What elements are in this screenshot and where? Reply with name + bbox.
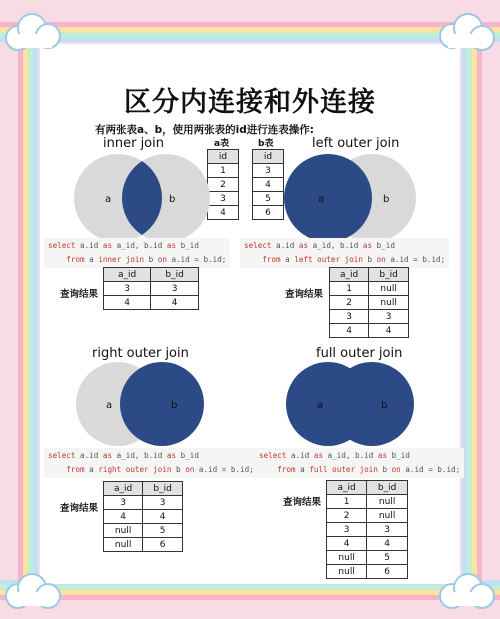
page-title: 区分内连接和外连接 [124, 87, 376, 118]
sql-keyword: as [313, 451, 324, 460]
sql-keyword: as [362, 241, 373, 250]
venn-circle-b [330, 362, 414, 446]
table-b-cell: 6 [253, 206, 284, 220]
right-result-table: a_id b_id 3 3 4 4 null 5 null 6 [103, 481, 183, 552]
right-join-venn [70, 360, 210, 460]
table-b-cell: 4 [253, 178, 284, 192]
table-a-cell: 3 [208, 192, 239, 206]
cloud-icon [0, 570, 70, 615]
sql-keyword: as [166, 451, 177, 460]
sql-keyword: as [102, 241, 113, 250]
right-result-label: 查询结果 [60, 503, 99, 514]
inner-result-label: 查询结果 [60, 289, 99, 300]
table-a [207, 149, 239, 220]
table-a-cell: 1 [208, 164, 239, 178]
inner-join-venn [70, 150, 210, 250]
sql-keyword: select [48, 241, 76, 250]
venn-label-a: a [106, 400, 113, 411]
inner-join-title: inner join [103, 136, 164, 151]
table-a-cell: 2 [208, 178, 239, 192]
subtitle: 有两张表a、b，使用两张表的id进行连表操作: [95, 124, 314, 136]
full-result-table: a_id b_id 1 null 2 null 3 3 4 4 null 5 null 6 [326, 480, 408, 579]
left-join-venn [280, 150, 420, 250]
table-b-cell: 3 [253, 164, 284, 178]
sql-keyword: as [377, 451, 388, 460]
full-result-label: 查询结果 [283, 497, 322, 508]
venn-label-b: b [171, 400, 178, 411]
table-b-caption: b表 [258, 139, 274, 149]
left-result-table: a_id b_id 1 null 2 null 3 3 4 4 [329, 267, 409, 338]
left-join-sql: select a.id as a_id, b.id as b_id from a left outer join b on a.id = b.id; [240, 238, 449, 268]
venn-label-b: b [169, 194, 176, 205]
table-a-caption: a表 [214, 139, 230, 149]
full-join-venn [280, 360, 420, 460]
venn-label-b: b [383, 194, 390, 205]
cloud-icon [430, 570, 500, 615]
inner-result-table: a_id b_id 3 3 4 4 [103, 267, 199, 310]
full-join-sql: select a.id as a_id, b.id as b_id from a full outer join b on a.id = b.id; [255, 448, 464, 478]
venn-label-a: a [318, 194, 325, 205]
venn-circle-b [120, 362, 204, 446]
sql-keyword: as [166, 241, 177, 250]
venn-circle-a [284, 154, 372, 242]
sql-keyword: as [298, 241, 309, 250]
sql-keyword: as [102, 451, 113, 460]
venn-label-a: a [105, 194, 112, 205]
cloud-icon [0, 10, 70, 55]
left-result-label: 查询结果 [285, 289, 324, 300]
sql-keyword: from [66, 255, 85, 264]
table-b-cell: 5 [253, 192, 284, 206]
cloud-icon [430, 10, 500, 55]
right-join-title: right outer join [92, 346, 189, 361]
left-join-title: left outer join [312, 136, 400, 151]
inner-join-sql: select a.id as a_id, b.id as b_id from a inner join b on a.id = b.id; [44, 238, 230, 268]
table-a-cell: 4 [208, 206, 239, 220]
sql-join-keyword: inner join [98, 255, 145, 264]
venn-label-a: a [317, 400, 324, 411]
table-a-header: id [208, 150, 239, 164]
sql-keyword: on [157, 255, 167, 264]
full-join-title: full outer join [316, 346, 403, 361]
right-join-sql: select a.id as a_id, b.id as b_id from a right outer join b on a.id = b.id; [44, 448, 258, 478]
venn-label-b: b [381, 400, 388, 411]
table-b-header: id [253, 150, 284, 164]
